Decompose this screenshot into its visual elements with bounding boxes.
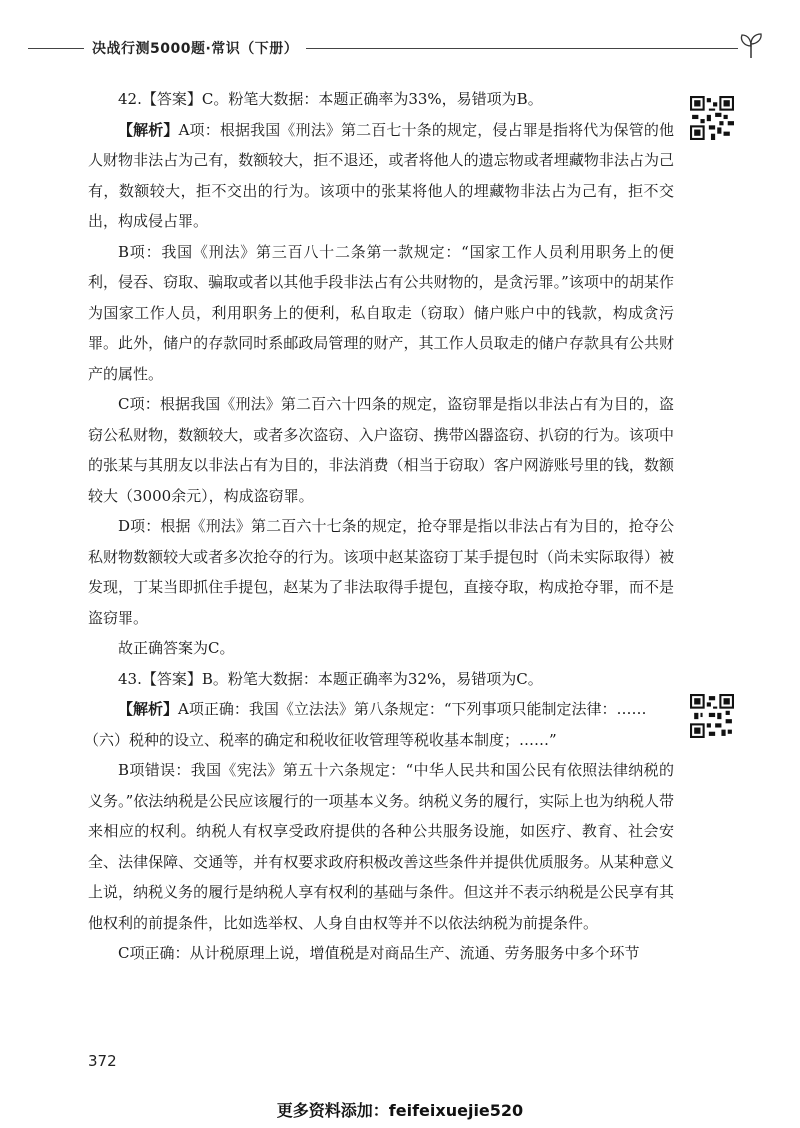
q43-answer-line: 43.【答案】B。粉笔大数据：本题正确率为32%，易错项为C。 (118, 669, 543, 688)
q42-option-a (88, 115, 674, 237)
header-rule-right (306, 48, 738, 49)
q42-option-c: C项：根据我国《刑法》第二百六十四条的规定，盗窃罪是指以非法占有为目的，盗窃公私财物，数额较大，或者多次盗窃、入户盗窃、携带凶器盗窃、扒窃的行为。该项中的张某与其朋友以非法占有为目的，非法消费（相当于窃取）客户网游账号里的钱，数额较大（3000余元），构成盗窃罪。 (88, 395, 674, 505)
footer-note: 更多资料添加：feifeixuejie520 (276, 1101, 524, 1120)
qr-code-icon (690, 694, 734, 738)
q42-option-d: D项：根据《刑法》第二百六十七条的规定，抢夺罪是指以非法占有为目的，抢夺公私财物数额较大或者多次抢夺的行为。该项中赵某盗窃丁某手提包时（尚未实际取得）被发现，丁某当即抓住手提包，赵某为了非法取得手提包，直接夺取，构成抢夺罪，而不是盗窃罪。 (88, 517, 674, 627)
analysis-label: 【解析】 (118, 700, 179, 718)
q42-answer-line: 42.【答案】C。粉笔大数据：本题正确率为33%，易错项为B。 (118, 90, 543, 108)
running-header (28, 36, 772, 60)
q43-option-a-text: A项正确：我国《立法法》第八条规定：“下列事项只能制定法律：…… (178, 700, 647, 718)
qr-code-icon (690, 96, 734, 140)
q43-option-a (88, 694, 674, 725)
sprout-icon (736, 30, 766, 60)
header-rule-left (28, 48, 84, 49)
q42-conclusion: 故正确答案为C。 (118, 639, 235, 657)
q43-option-b: B项错误：我国《宪法》第五十六条规定：“中华人民共和国公民有依照法律纳税的义务。”依法纳税是公民应该履行的一项基本义务。纳税义务的履行，实际上也为纳税人带来相应的权利。纳税人有权享受政府提供的各种公共服务设施，如医疗、教育、社会安全、法律保障、交通等，并有权要求政府积极改善这些条件并提供优质服务。从某种意义上说，纳税义务的履行是纳税人享有权利的基础与条件。但这并不表示纳税是公民享有其他权利的前提条件，比如选举权、人身自由权等并不以依法纳税为前提条件。 (88, 761, 674, 932)
q43-option-c: C项正确：从计税原理上说，增值税是对商品生产、流通、劳务服务中多个环节 (118, 944, 640, 962)
q42-option-b: B项：我国《刑法》第三百八十二条第一款规定：“国家工作人员利用职务上的便利，侵吞、窃取、骗取或者以其他手段非法占有公共财物的，是贪污罪。”该项中的胡某作为国家工作人员，利用职务上的便利，私自取走（窃取）储户账户中的钱款，构成贪污罪。此外，储户的存款同时系邮政局管理的财产，其工作人员取走的储户存款具有公共财产的属性。 (88, 242, 674, 383)
q42-option-a-text: A项：根据我国《刑法》第二百七十条的规定，侵占罪是指将代为保管的他人财物非法占为己有，数额较大，拒不退还，或者将他人的遗忘物或者埋藏物非法占为己有，数额较大，拒不交出的行为。该项中的张某将他人的埋藏物非法占为己有，拒不交出，构成侵占罪。 (88, 120, 674, 230)
analysis-label: 【解析】 (118, 120, 179, 139)
book-title: 决战行测5000题·常识（下册） (92, 41, 299, 57)
page-number: 372 (88, 1052, 117, 1070)
q43-option-a-cont: （六）税种的设立、税率的确定和税收征收管理等税收基本制度；……” (84, 730, 557, 749)
page-body (84, 84, 674, 969)
